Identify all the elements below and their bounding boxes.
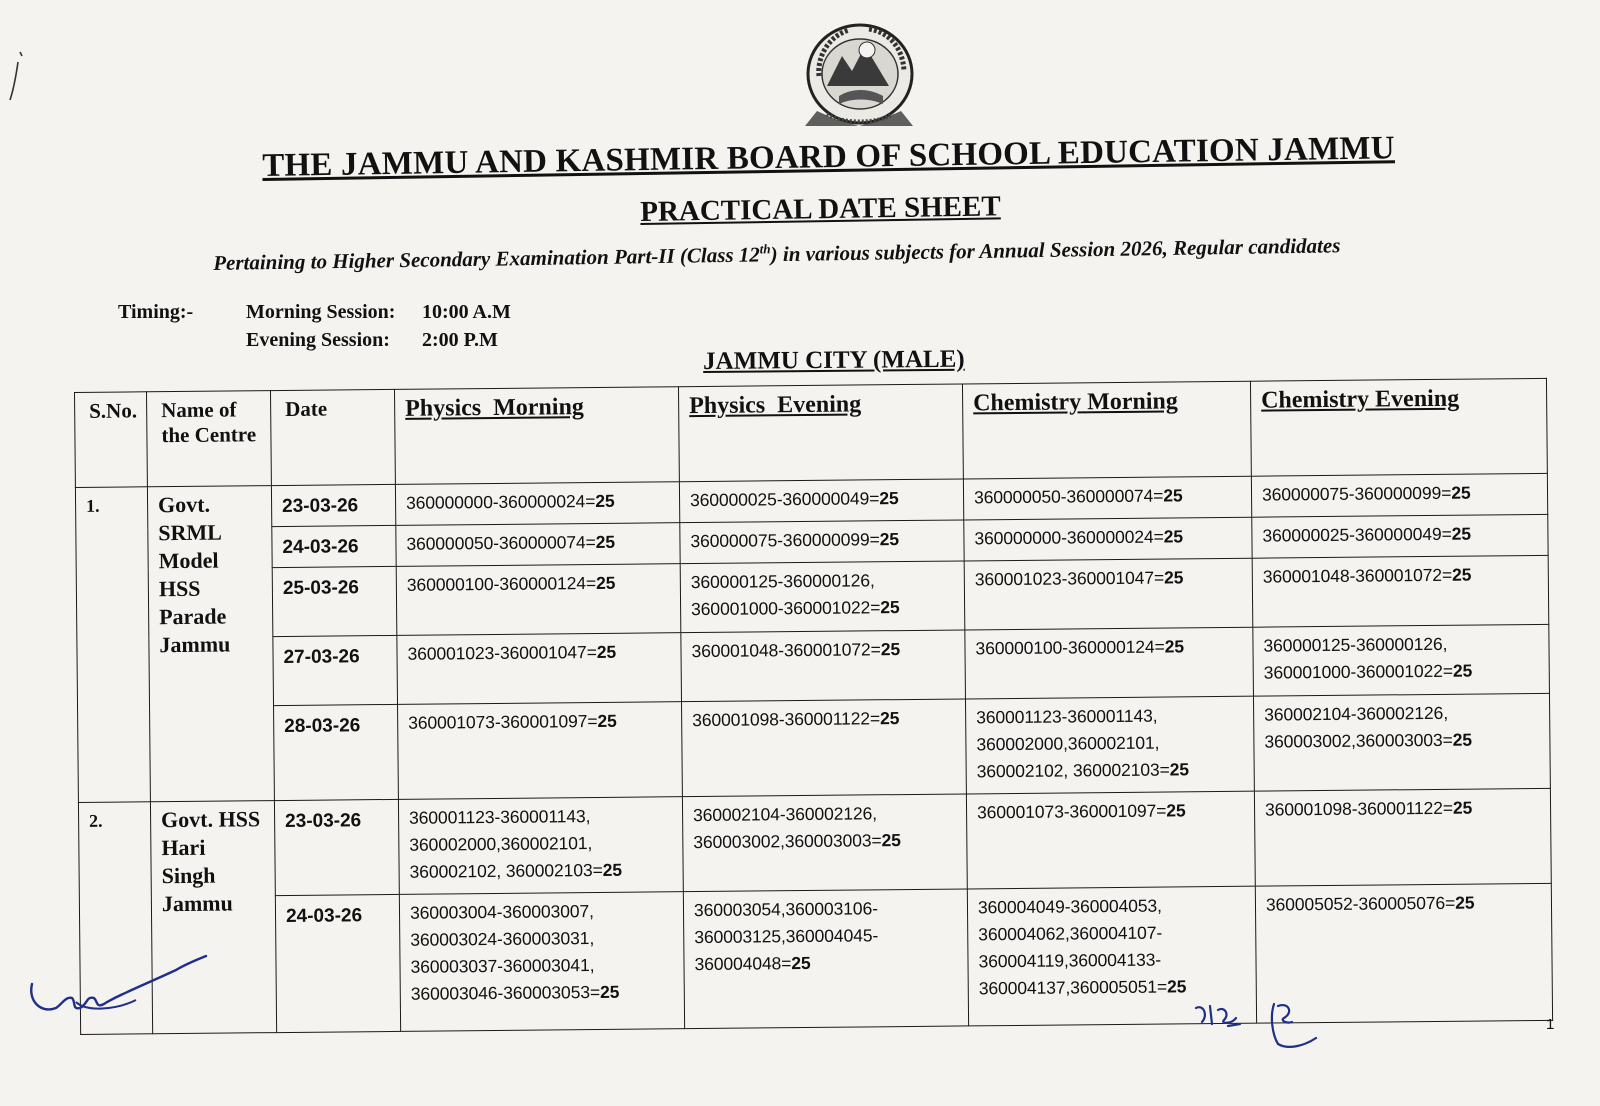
signature-right: [1188, 994, 1322, 1052]
exam-date: 23-03-26: [271, 484, 395, 526]
candidate-count: 25: [1169, 759, 1190, 780]
morning-session-time: 10:00 A.M: [422, 301, 511, 323]
evening-session-time: 2:00 P.M: [422, 329, 498, 351]
chemistry-evening-rolls: [1251, 473, 1547, 517]
roll-range: 360000025-360000049=: [1262, 523, 1452, 546]
physics-evening-rolls: [680, 561, 965, 633]
morning-session-label: Morning Session:: [246, 301, 396, 323]
pen-tick-mark: [6, 48, 28, 104]
exam-date: 25-03-26: [272, 566, 397, 636]
date-sheet-title: PRACTICAL DATE SHEET: [640, 190, 1001, 228]
roll-range: 360001098-360001122=: [692, 708, 881, 731]
subtitle-text: Pertaining to Higher Secondary Examination Part-II (Class 12: [213, 242, 760, 275]
chemistry-morning-rolls: [966, 791, 1255, 889]
candidate-count: 25: [1451, 482, 1471, 503]
roll-range: 360001073-360001097=: [408, 710, 598, 733]
physics-evening-rolls: [679, 479, 963, 523]
board-title: THE JAMMU AND KASHMIR BOARD OF SCHOOL EDUCATION JAMMU: [262, 130, 1396, 184]
candidate-count: 25: [879, 488, 899, 509]
candidate-count: 25: [1166, 800, 1186, 821]
physics-morning-rolls: [398, 797, 683, 895]
timing-morning-row: [118, 298, 511, 326]
exam-date: 28-03-26: [274, 704, 399, 800]
roll-range: 360002104-360002126, 360003002,360003003=: [1264, 702, 1453, 752]
exam-date: 27-03-26: [273, 635, 398, 705]
roll-range: 360001048-360001072=: [691, 639, 881, 662]
candidate-count: 25: [880, 708, 900, 729]
roll-range: 360000125-360000126, 360001000-360001022=: [1263, 633, 1454, 683]
centre-sno: 1.: [75, 487, 150, 803]
roll-range: 360004049-360004053, 360004062,360004107-360004119,360004133-360004137,360005051=: [977, 895, 1168, 999]
exam-date: 24-03-26: [275, 894, 400, 1032]
page-number: 1: [1546, 1016, 1555, 1033]
physics-evening-rolls: [682, 794, 967, 892]
chemistry-evening-rolls: [1253, 693, 1550, 791]
centre-group-heading: JAMMU CITY (MALE): [703, 345, 965, 375]
header-chemistry-evening: Chemistry Evening: [1250, 378, 1547, 476]
subtitle-superscript: th: [759, 241, 771, 257]
roll-range: 360001023-360001047=: [974, 567, 1165, 590]
header-physics-evening: Physics Evening: [678, 384, 963, 482]
timing-label: Timing:-: [118, 301, 194, 323]
roll-range: 360000075-360000099=: [690, 529, 880, 552]
roll-range: 360000100-360000124=: [975, 636, 1165, 659]
roll-range: 360000050-360000074=: [973, 485, 1164, 508]
chemistry-evening-rolls: [1252, 514, 1548, 558]
roll-range: 360000050-360000074=: [406, 531, 596, 554]
physics-evening-rolls: [683, 889, 968, 1029]
chemistry-morning-rolls: [963, 476, 1251, 520]
subtitle-text-end: ) in various subjects for Annual Session 2026, Regular candidates: [770, 233, 1341, 267]
table-row: [79, 883, 1552, 1034]
evening-session-label: Evening Session:: [246, 329, 390, 351]
candidate-count: 25: [597, 710, 617, 731]
roll-range: 360001098-360001122=: [1264, 797, 1454, 820]
header-chemistry-morning: Chemistry Morning: [962, 381, 1251, 479]
roll-range: 360005052-360005076=: [1265, 892, 1456, 915]
centre-name: Govt. SRML Model HSS Parade Jammu: [147, 486, 274, 802]
header-centre-name: Name of the Centre: [147, 391, 272, 487]
signature-left: [26, 950, 216, 1030]
roll-range: 360000025-360000049=: [689, 488, 880, 511]
candidate-count: 25: [1452, 797, 1473, 818]
physics-morning-rolls: [399, 892, 684, 1032]
candidate-count: 25: [599, 981, 620, 1002]
table-row: [78, 693, 1551, 802]
physics-morning-rolls: [395, 482, 679, 526]
physics-evening-rolls: [680, 520, 964, 564]
roll-range: 360001123-360001143, 360002000,360002101, 360002102, 360002103=: [409, 806, 603, 882]
chemistry-morning-rolls: [964, 517, 1252, 561]
roll-range: 360001123-360001143, 360002000,360002101, 360002102, 360002103=: [976, 705, 1170, 782]
chemistry-morning-rolls: [965, 696, 1254, 794]
roll-range: 360002104-360002126, 360003002,360003003=: [692, 803, 882, 853]
physics-morning-rolls: [398, 702, 683, 800]
chemistry-morning-rolls: [964, 558, 1253, 630]
centre-sno: 2.: [78, 802, 152, 1035]
board-seal-logo: [797, 16, 927, 136]
candidate-count: 25: [1163, 567, 1184, 588]
header-physics-morning: Physics Morning: [394, 387, 679, 485]
candidate-count: 25: [1452, 729, 1473, 750]
candidate-count: 25: [1455, 892, 1475, 913]
candidate-count: 25: [1163, 485, 1183, 506]
exam-date: 23-03-26: [274, 799, 399, 895]
candidate-count: 25: [595, 531, 616, 552]
roll-range: 360001048-360001072=: [1262, 564, 1453, 587]
physics-evening-rolls: [682, 699, 967, 797]
roll-range: 360000125-360000126, 360001000-360001022=: [690, 570, 881, 620]
candidate-count: 25: [596, 572, 616, 593]
header-sno: S.No.: [75, 392, 148, 488]
roll-range: 360001023-360001047=: [407, 641, 597, 664]
centre-name: Govt. HSS Hari Singh Jammu: [150, 801, 276, 1034]
roll-range: 360001073-360001097=: [976, 800, 1167, 823]
candidate-count: 25: [596, 641, 617, 662]
chemistry-evening-rolls: [1252, 555, 1549, 627]
timing-evening-row: [118, 326, 511, 354]
exam-description: [213, 232, 1341, 276]
candidate-count: 25: [791, 952, 811, 974]
physics-morning-rolls: [397, 633, 682, 705]
roll-range: 360003054,360003106-360003125,360004045-360004048=: [693, 898, 879, 975]
date-sheet-table-wrapper: [74, 378, 1553, 1035]
chemistry-morning-rolls: [965, 627, 1254, 699]
physics-morning-rolls: [396, 564, 681, 636]
roll-range: 360000000-360000024=: [974, 526, 1164, 549]
timing-spacer: [118, 326, 246, 354]
candidate-count: 25: [1451, 564, 1472, 585]
roll-range: 360000075-360000099=: [1261, 482, 1452, 505]
exam-date: 24-03-26: [272, 525, 396, 567]
candidate-count: 25: [1166, 976, 1187, 997]
table-row: [78, 788, 1551, 897]
candidate-count: 25: [881, 830, 901, 851]
candidate-count: 25: [879, 529, 900, 550]
header-date: Date: [270, 389, 395, 485]
candidate-count: 25: [880, 639, 901, 660]
roll-range: 360000000-360000024=: [405, 491, 596, 513]
candidate-count: 25: [602, 859, 623, 880]
physics-evening-rolls: [681, 630, 966, 702]
candidate-count: 25: [1163, 526, 1184, 547]
chemistry-evening-rolls: [1254, 788, 1551, 886]
table-header-row: [75, 378, 1548, 487]
timing-block: [118, 298, 511, 354]
roll-range: 360000100-360000124=: [406, 572, 597, 595]
candidate-count: 25: [1164, 636, 1185, 657]
physics-morning-rolls: [396, 523, 680, 567]
candidate-count: 25: [1451, 523, 1472, 544]
roll-range: 360003004-360003007, 360003024-360003031, 360003037-360003041, 360003046-360003053=: [409, 901, 601, 1004]
candidate-count: 25: [595, 490, 615, 512]
candidate-count: 25: [1452, 660, 1473, 681]
date-sheet-table: [74, 378, 1553, 1035]
chemistry-evening-rolls: [1253, 624, 1550, 696]
candidate-count: 25: [880, 597, 900, 618]
